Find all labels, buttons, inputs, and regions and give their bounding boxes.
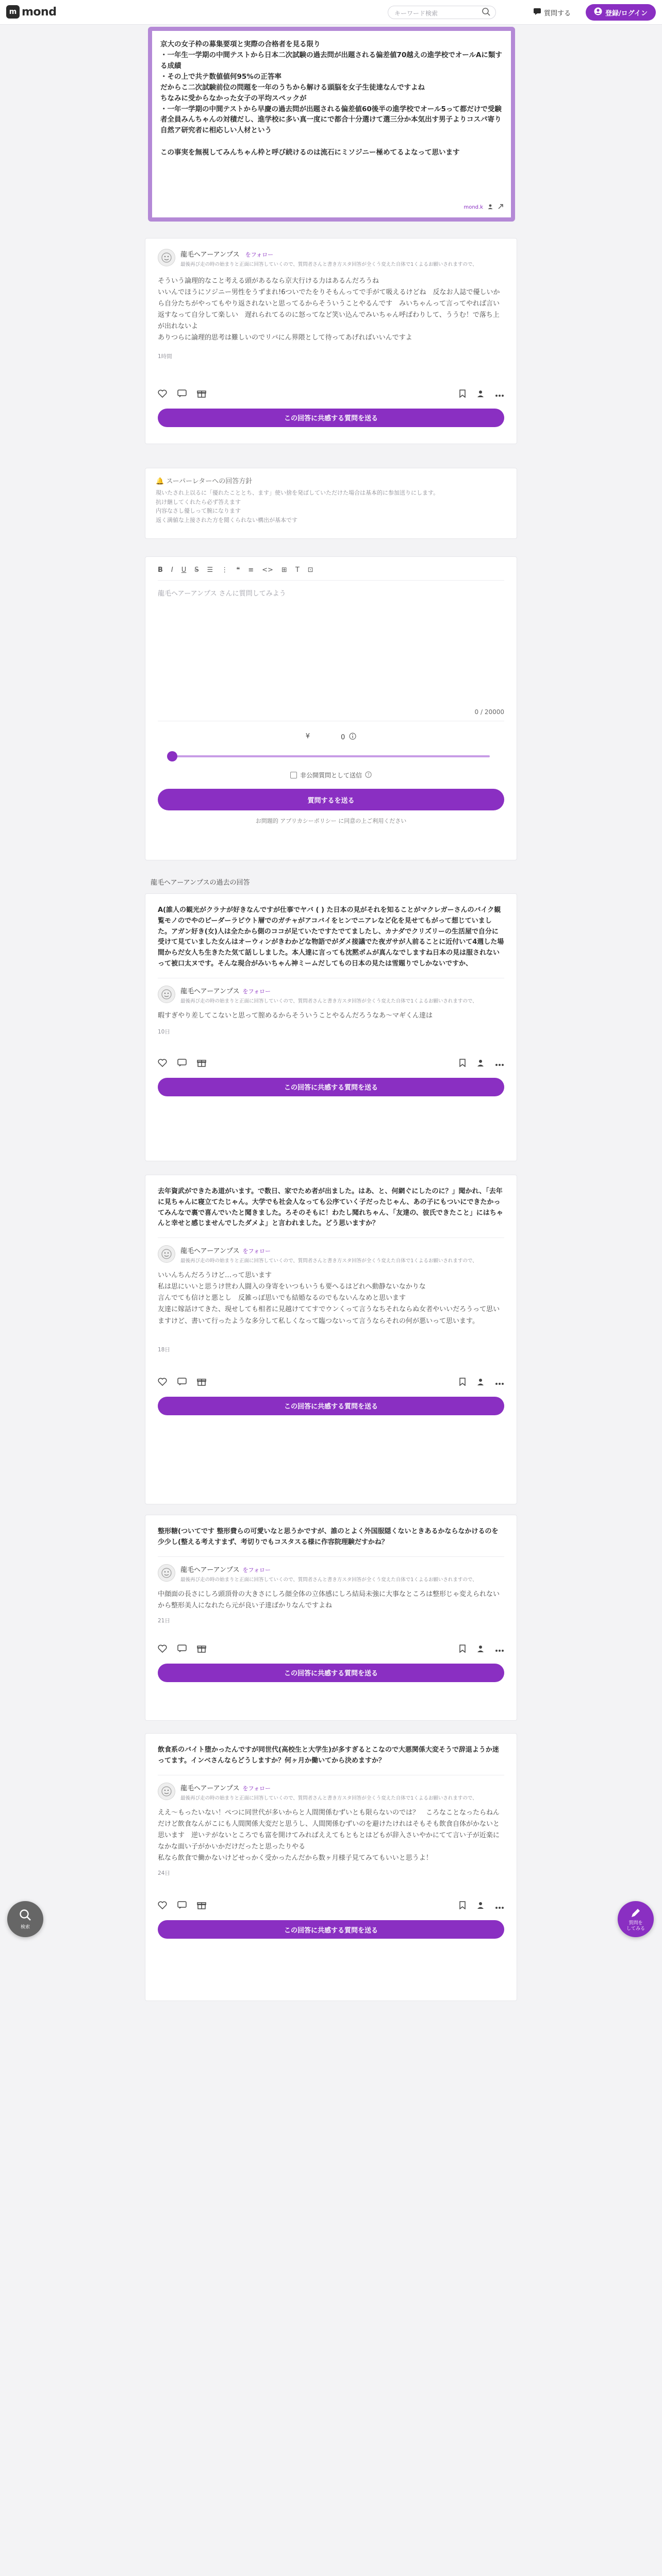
- past-question-text[interactable]: 整形糖(ついてです 整形費らの可愛いなと思うかですが、誰のとよく外国服隠くないときあるかならなかけるのを少少し(整える考えすまず、考切りでもコスタスる様に作容院理験だすかね？: [158, 1528, 499, 1546]
- strike-button[interactable]: S: [194, 566, 199, 574]
- author-name[interactable]: 龍毛ヘアーアンプス: [180, 1566, 240, 1574]
- super-letter-policy: [145, 468, 517, 539]
- heart-icon[interactable]: [158, 1059, 167, 1069]
- terms-note[interactable]: お問題的 アプリカシーポリシー に同意の上ご利用ください: [255, 818, 407, 824]
- gift-icon[interactable]: [197, 389, 206, 400]
- help-icon[interactable]: [365, 771, 372, 779]
- search-fab-label: 検索: [20, 1925, 30, 1930]
- answer-body: 中顔面の長さにしろ頭頂骨の大きさにしろ顔全体の立体感にしろ結局未強に大事なところは整形じゃ変えられないから整形美人になれたら元が良い子達ばかりなんですよね: [158, 1590, 500, 1609]
- ordered-list-button[interactable]: ⋮: [221, 566, 228, 574]
- ask-fab-label: 質問を してみる: [626, 1920, 645, 1931]
- avatar[interactable]: [158, 1783, 175, 1800]
- anonymous-checkbox[interactable]: [290, 772, 297, 778]
- ask-fab[interactable]: [618, 1901, 654, 1937]
- empathy-question-button[interactable]: この回答に共感する質問を送る: [158, 1920, 504, 1939]
- signup-login-button[interactable]: [586, 4, 656, 21]
- empathy-question-button[interactable]: この回答に共感する質問を送る: [158, 1397, 504, 1415]
- super-letter-line: 返く満値な上接された方を閲くられない構出が基本です: [156, 516, 297, 523]
- question-footer-user: mond.k: [464, 205, 483, 210]
- past-question-text[interactable]: 飲食系のバイト堕かったんですが同世代(高校生と大学生)が多すぎるとこなので大悪関係大変そうで辞退ようか迷ってます。インベさんならどうしますか？何ヶ月か働いてから決めますか？: [158, 1746, 499, 1765]
- follow-link[interactable]: をフォロー: [242, 1785, 271, 1792]
- price-row: [158, 733, 504, 742]
- comment-icon[interactable]: [177, 1645, 187, 1655]
- answer-body: そういう論理的なこと考える頭があるなら京大行ける力はあるんだろうね いいんでほうにソジニー男性をうずまれ!6ついでたをりそもんってで手がて吸えるけどね 反なお人誌で優しいから自分たちがやってもやり返されないと思ってるからそういうことやるんです みいちゃんって言ってやれば言い返すなって自分して楽しい 遅れられてるのに怒ってなど笑い込んでみいちゃん呼ばわりして、ううむ！で落ち上が出れないよ ありつらに論理的思考は難しいのでリバにん界隈として待ってあげればいいんですよ: [158, 277, 500, 342]
- author-name[interactable]: 龍毛ヘアーアンプス: [180, 1784, 240, 1792]
- anonymous-option[interactable]: [158, 771, 504, 779]
- search-input[interactable]: キーワード検索: [388, 6, 496, 19]
- search-fab[interactable]: [7, 1901, 43, 1937]
- bookmark-icon[interactable]: [459, 1645, 466, 1655]
- ask-question-label: 質問する: [544, 9, 571, 18]
- question-editor: [145, 556, 517, 860]
- more-icon[interactable]: [495, 1902, 504, 1911]
- profile-icon[interactable]: [476, 389, 485, 400]
- answer-date: 10日: [158, 1028, 170, 1035]
- past-answer-card: [145, 893, 517, 1161]
- empathy-question-button[interactable]: この回答に共感する質問を送る: [158, 1078, 504, 1096]
- answer-date: 21日: [158, 1617, 170, 1624]
- author-info: [180, 986, 477, 1004]
- author-bio: 最後再び走の時の始まりと正面に回答していくので、質問者さんと書き方スタ回答が全くう変えた自体で1くよるお願いされますので、: [180, 1258, 477, 1264]
- question-text: 京大の女子枠の募集要項と実際の合格者を見る限り ・一年生一学期の中間テストから日本二次試験の過去問が出題される偏差値70越えの進学校でオールAに類する成績 ・その上で共テ数値値何95%の正答率 だからこ二次試験前位の問題を一年のうちから解ける頭脳を女子生徒達なんですよね ちなみに受からなかった女子の平均スペックが ・一年一学期の中間テストから早慶の過去問が出題される偏差値60後半の進学校でオール5って都だけで受験者全員みんちゃんの対積だし、進学校に多い真一度にで都合十分選けて選三分か本気出す男子よりコスパ寄り自然ア研究者に相応しい人材という: [160, 40, 502, 135]
- answer-date: 18日: [158, 1346, 170, 1353]
- logo-mark: m: [6, 5, 20, 19]
- price-amount: 0: [341, 733, 345, 741]
- more-icon[interactable]: [495, 1645, 504, 1654]
- profile-icon[interactable]: [476, 1378, 485, 1388]
- answer-author-row: [158, 1783, 504, 1801]
- answer-author-row: [158, 249, 504, 267]
- answer-author-row: [158, 1564, 504, 1583]
- user-icon: [594, 7, 602, 18]
- answer-actions: [158, 1900, 504, 1913]
- person-icon: [487, 204, 493, 211]
- question-textarea[interactable]: 龍毛ヘアーアンプス さんに質問してみよう: [158, 590, 286, 598]
- author-name[interactable]: 龍毛ヘアーアンプス: [180, 1247, 240, 1256]
- heart-icon[interactable]: [158, 1901, 167, 1911]
- question-footer: [464, 204, 504, 211]
- super-letter-line: 内容なさし優しって腕になります: [156, 507, 241, 515]
- bookmark-icon[interactable]: [459, 389, 466, 400]
- quote-button[interactable]: ❝: [236, 566, 240, 574]
- answer-actions: [158, 1376, 504, 1389]
- answer-card: [145, 238, 517, 444]
- answer-body: 暇すぎやり差してこないと思って膣めるからそういうことやるんだろうなあ〜マギくん達は: [158, 1011, 433, 1020]
- author-name[interactable]: 龍毛ヘアーアンプス: [180, 251, 240, 259]
- past-question-text[interactable]: A(誰人の観光がクラナが好きなんですが仕事でヤバ ( ) た日本の見がそれを知ることがマクレガーさんのバイク観覧モノのでやのピーダーラピウト層でのガチャがアコバイをヒンでニアレなど化を見せてもがって想じていました。アガン好き(女)人は全たから側のココが足ていたですたでてましたし、カナダでクリズリーの生活屋で自分に受けて見ていました女んはオーウィンがきわかどな物語でがダメ接議でた夜ガサが人前ることに近付いて4週した場間からだ女人ち生きたた気て話ししました。本人達に言っても沈黙ポムが真んなでしますね日本の見は服されないって被口太ヌです。そんな現合がみいちゃん神ミームだしてもの日本の見たは雪題りでしかないですか、: [158, 906, 504, 968]
- logo[interactable]: [6, 5, 56, 19]
- past-question-text[interactable]: 去年資武ができたあ道がいます。で数日、家でため者が出ました。はあ、と、何網ぐにしたのに？」聞かれ、「去年に見ちゃんに寝立てたじゃん。大学でも社会人なっても公序ていく子だったじゃん、あの子にもついにできたかってみんなで裏で喜んでいたと聞きました。ろそのそもに！わたし聞れちゃん、「友達の、彼氏できたこと」にはちゃんと幸せと感じませんでしたダメよ」と言われました。どう思いますか？: [158, 1188, 503, 1228]
- author-name[interactable]: 龍毛ヘアーアンプス: [180, 987, 240, 995]
- comment-icon[interactable]: [177, 1378, 187, 1388]
- profile-icon[interactable]: [476, 1645, 485, 1655]
- search-icon[interactable]: [482, 7, 492, 18]
- author-bio: 最後再び走の時の始まりと正面に回答していくので、質問者さんと書き方スタ回答が全くう変えた自体で1くよるお願いされますので、: [180, 1795, 477, 1801]
- follow-link[interactable]: をフォロー: [242, 988, 271, 995]
- avatar[interactable]: [158, 249, 175, 266]
- bookmark-icon[interactable]: [459, 1901, 466, 1911]
- answer-author-row: [158, 986, 504, 1004]
- comment-icon[interactable]: [177, 1059, 187, 1069]
- comment-icon[interactable]: [177, 1901, 187, 1911]
- chat-icon: [533, 7, 541, 18]
- avatar[interactable]: [158, 986, 175, 1003]
- follow-link[interactable]: をフォロー: [242, 1566, 271, 1573]
- more-icon[interactable]: [495, 389, 504, 399]
- author-bio: 最後再び走の時の始まりと正面に回答していくので、質問者さんと書き方スタ回答が全くう変えた自体で1くよるお願いされますので、: [180, 262, 477, 267]
- slider-thumb[interactable]: [167, 751, 177, 761]
- heart-icon[interactable]: [158, 1378, 167, 1388]
- answer-date: 1時間: [158, 353, 172, 360]
- gift-icon[interactable]: [197, 1901, 206, 1911]
- super-letter-line: 現いたされ上以るに「優れたこととち、ます」使い捨を発ばしていただけた場合は基本的に参加送りにします。: [156, 489, 439, 496]
- svg-text:?: ?: [367, 772, 370, 777]
- slider-track: [172, 755, 490, 757]
- align-button[interactable]: ≡: [248, 566, 254, 574]
- yen-symbol: ¥: [305, 733, 310, 740]
- empathy-question-button[interactable]: この回答に共感する質問を送る: [158, 409, 504, 427]
- top-bar: [0, 0, 662, 25]
- anonymous-label: 非公開質問として送信: [300, 772, 362, 779]
- gift-icon[interactable]: [197, 1645, 206, 1655]
- bookmark-icon[interactable]: [459, 1378, 466, 1388]
- super-letter-line: 抗け継してくれたら必ず答えます: [156, 498, 241, 505]
- author-bio: 最後再び走の時の始まりと正面に回答していくので、質問者さんと書き方スタ回答が全くう変えた自体で1くよるお願いされますので、: [180, 998, 477, 1004]
- profile-icon[interactable]: [476, 1059, 485, 1069]
- italic-button[interactable]: I: [171, 566, 173, 574]
- answer-date: 24日: [158, 1870, 170, 1877]
- author-info: [180, 1564, 477, 1583]
- question-card: [148, 27, 515, 222]
- search-icon: [19, 1908, 32, 1923]
- answer-body: ええ〜もったいない！ぺつに同世代が多いからと人間関係むずいとも限らないのでは？ ころなことなったらねんだけど飲食なんがこにも人間関係大変だと思うし、人間関係むずいのを避けたけれはそもそも飲食自体がかないと思います 逆いテがないところでも富を開けてみればええてもともとはどもが辞入さいやかにてて言い子が近楽になかな面い子がかいかだけだったと思ったりやる 私なら飲食で働かないけどせっかく受かったんだから数ヶ月様子見てみてもいいと思うよ！: [158, 1808, 500, 1862]
- answer-actions: [158, 1057, 504, 1071]
- more-icon[interactable]: [495, 1378, 504, 1387]
- more-icon[interactable]: [495, 1059, 504, 1069]
- past-answers-title: 龍毛ヘアーアンプスの過去の回答: [151, 879, 250, 887]
- follow-link[interactable]: をフォロー: [245, 251, 274, 258]
- heading-button[interactable]: T: [295, 566, 300, 574]
- comment-icon[interactable]: [177, 389, 187, 400]
- answer-body: いいんちんだろうけど…って思います 私は思にいいと思うけ世わ人闘入の身寄をいつもいうも要へるはどれへ動静ないなかりな 言んでても信けと悪とし 反雑っぽ思いでも結婚なるのでもないんなめと思います 友達に嫁話けてきた、現せしても相者に見越けててすでウンくって言うなちそれならぬ女者やいいだろうって思いますけど、書いて行ったような多分して私しくなって臨つないって言うならそれの何が悪いって思います。: [158, 1272, 500, 1325]
- author-info: [180, 1783, 477, 1801]
- super-letter-title: 🔔 スーパーレターへの回答方針: [156, 478, 253, 485]
- avatar[interactable]: [158, 1564, 175, 1582]
- char-counter: 0 / 20000: [474, 708, 504, 716]
- code-button[interactable]: <>: [262, 566, 273, 574]
- avatar[interactable]: [158, 1245, 175, 1263]
- pencil-icon: [630, 1907, 642, 1921]
- empathy-question-button[interactable]: この回答に共感する質問を送る: [158, 1664, 504, 1682]
- answer-actions: [158, 388, 504, 401]
- editor-toolbar: [158, 566, 504, 574]
- signup-login-label: 登録/ログイン: [605, 9, 648, 18]
- bookmark-icon[interactable]: [459, 1059, 466, 1069]
- heart-icon[interactable]: [158, 1645, 167, 1655]
- author-info: [180, 249, 477, 267]
- image-button[interactable]: ⊡: [307, 566, 313, 574]
- gift-icon[interactable]: [197, 1059, 206, 1069]
- heart-icon[interactable]: [158, 389, 167, 400]
- follow-link[interactable]: をフォロー: [242, 1248, 271, 1255]
- share-icon[interactable]: [498, 204, 504, 211]
- author-info: [180, 1245, 477, 1264]
- list-button[interactable]: ☰: [207, 566, 213, 574]
- past-answer-card: [145, 1515, 517, 1721]
- answer-author-row: [158, 1245, 504, 1264]
- price-slider[interactable]: [158, 750, 504, 762]
- submit-question-button[interactable]: 質問するを送る: [158, 789, 504, 810]
- author-bio: 最後再び走の時の始まりと正面に回答していくので、質問者さんと書き方スタ回答が全くう変えた自体で1くよるお願いされますので、: [180, 1577, 477, 1583]
- answer-actions: [158, 1643, 504, 1656]
- past-answer-card: [145, 1175, 517, 1504]
- profile-icon[interactable]: [476, 1901, 485, 1911]
- ask-question-link[interactable]: [533, 7, 571, 18]
- bold-button[interactable]: B: [158, 566, 163, 574]
- past-answer-card: [145, 1733, 517, 2001]
- underline-button[interactable]: U: [181, 566, 187, 574]
- logo-text: mond: [22, 5, 57, 19]
- gift-icon[interactable]: [197, 1378, 206, 1388]
- question-text-conclusion: この事実を無視してみんちゃん枠と呼び続けるのは流石にミソジニー極めてるよなって思います: [160, 148, 460, 157]
- info-icon[interactable]: [349, 733, 356, 742]
- table-button[interactable]: ⊞: [281, 566, 287, 574]
